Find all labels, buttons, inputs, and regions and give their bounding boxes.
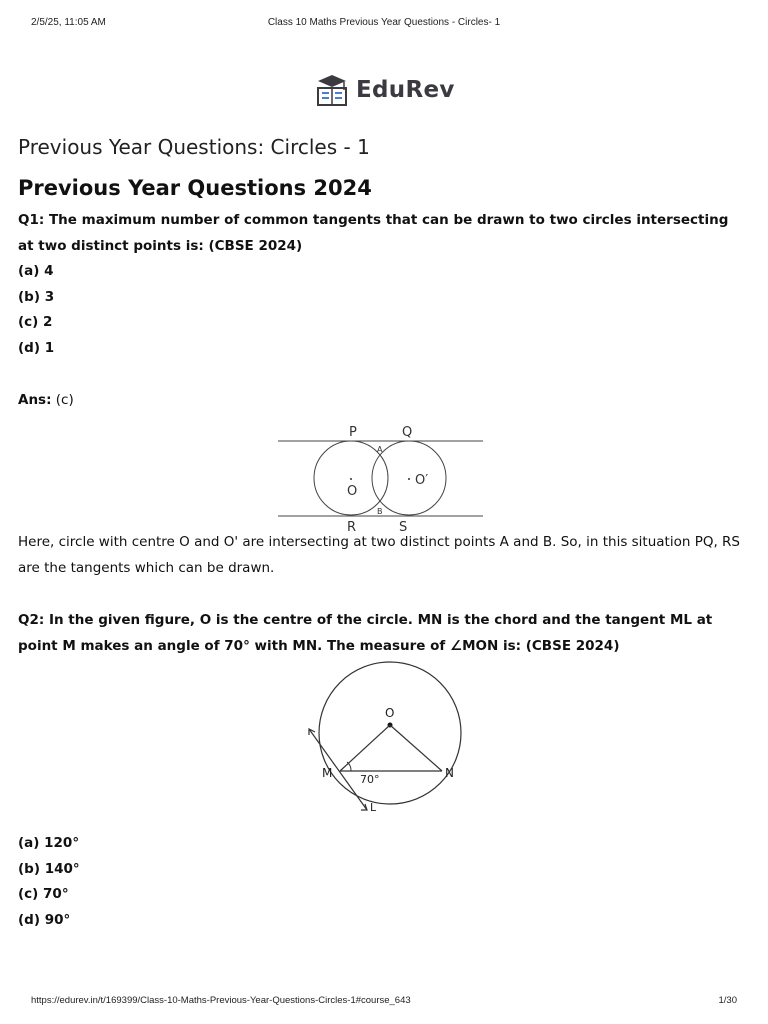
label-b: B: [377, 507, 383, 516]
label-a: A: [377, 445, 383, 454]
answer-label: Ans:: [18, 392, 52, 408]
graduation-cap-book-icon: [314, 73, 350, 107]
label-q: Q: [402, 425, 413, 440]
two-circles-figure: [273, 417, 493, 535]
print-header: [0, 17, 768, 31]
document-content: [18, 132, 748, 933]
section-heading: Previous Year Questions 2024: [18, 176, 372, 200]
q2-option-d: (d) 90°: [18, 911, 71, 928]
circle-chord-tangent-figure: [298, 663, 468, 823]
page-number: 1/30: [718, 995, 737, 1006]
logo-text: EduRev: [356, 77, 455, 103]
label-p: P: [349, 425, 357, 440]
label-o-prime: O′: [415, 473, 429, 488]
label-m: M: [322, 766, 333, 780]
question-2: Q2: In the given figure, O is the centre of the circle. MN is the chord and the tangent ML at point M makes an angle of 70° with MN. The measure of ∠MON is: (CBSE 2024): [18, 612, 713, 654]
document-title: Previous Year Questions: Circles - 1: [18, 135, 370, 159]
q1-option-a: (a) 4: [18, 263, 54, 279]
angle-label: 70°: [360, 773, 380, 786]
q2-option-a: (a) 120°: [18, 835, 80, 851]
q1-explanation: Here, circle with centre O and O' are intersecting at two distinct points A and B. So, in this situation PQ, RS are the tangents which can be drawn.: [18, 534, 740, 576]
footer-url[interactable]: https://edurev.in/t/169399/Class-10-Maths-Previous-Year-Questions-Circles-1#course_643: [31, 995, 411, 1006]
label-o: O: [347, 484, 358, 499]
print-datetime: 2/5/25, 11:05 AM: [31, 17, 106, 28]
answer-value: (c): [51, 392, 74, 408]
question-1: Q1: The maximum number of common tangents that can be drawn to two circles intersecting at two distinct points is: (CBSE 2024): [18, 212, 729, 254]
label-s: S: [399, 520, 408, 535]
q1-option-b: (b) 3: [18, 288, 55, 305]
label-n: N: [445, 766, 454, 780]
q1-option-d: (d) 1: [18, 339, 55, 356]
label-o: O: [385, 706, 395, 720]
q1-answer: [18, 387, 748, 413]
label-r: R: [347, 520, 357, 535]
edurev-logo[interactable]: [314, 72, 455, 108]
q2-option-b: (b) 140°: [18, 860, 80, 877]
q1-option-c: (c) 2: [18, 314, 53, 330]
q2-option-c: (c) 70°: [18, 886, 69, 902]
label-l: L: [370, 801, 377, 814]
print-page-title: Class 10 Maths Previous Year Questions - Circles- 1: [267, 17, 501, 28]
